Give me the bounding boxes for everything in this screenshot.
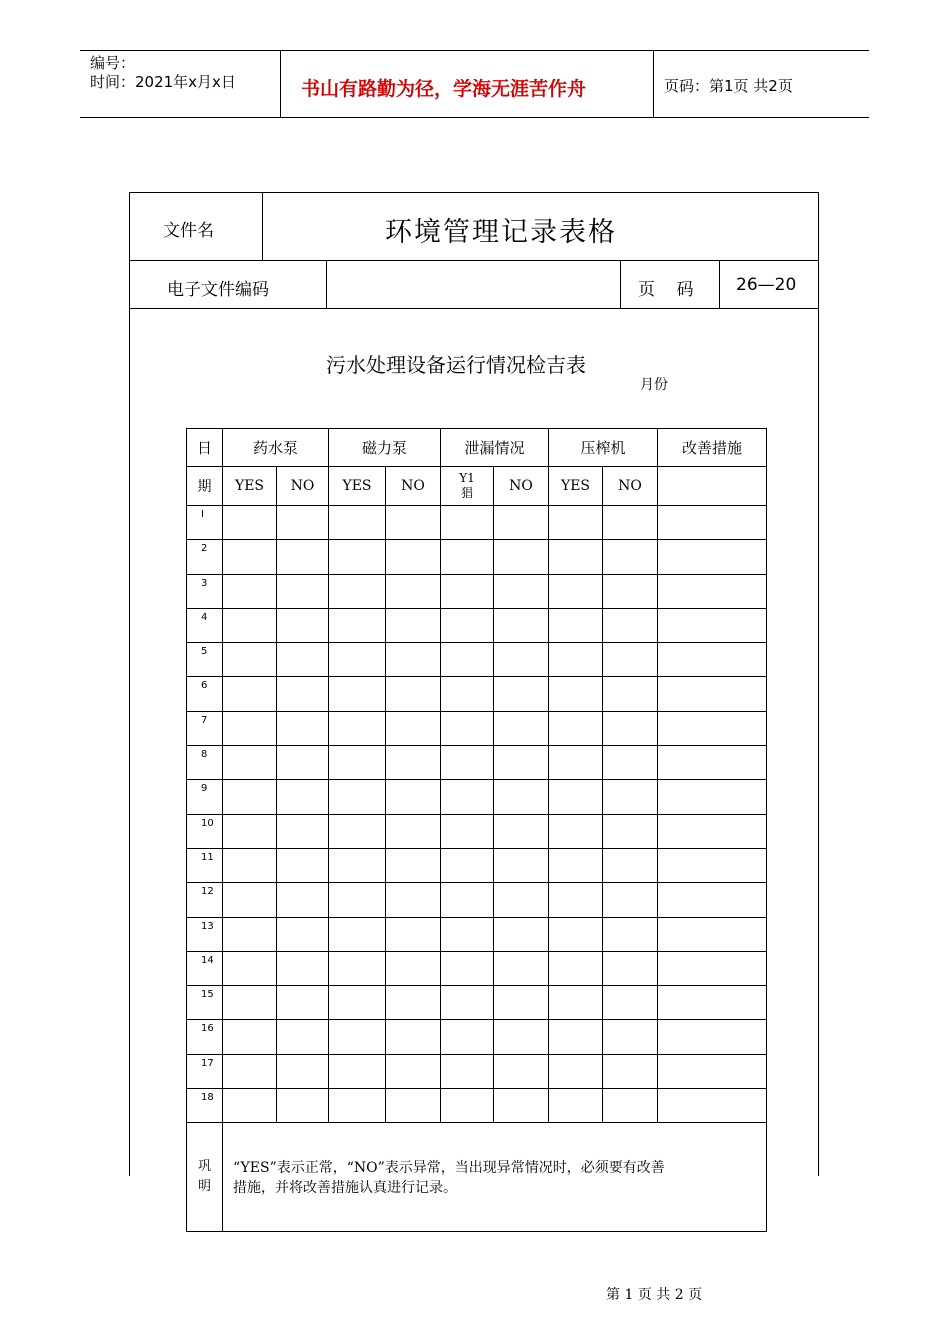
entry-cell[interactable] [603,780,658,814]
entry-cell[interactable] [603,951,658,985]
entry-cell[interactable] [658,1020,767,1054]
frame-right [818,192,819,1176]
entry-cell[interactable] [277,986,329,1020]
day-number: 12 [187,883,223,917]
header-divider [653,50,654,117]
day-number: 13 [187,917,223,951]
entry-cell[interactable] [494,677,549,711]
subheader-cell: NO [494,467,549,506]
table-row [187,574,767,608]
entry-cell[interactable] [329,1020,386,1054]
entry-cell[interactable] [658,1089,767,1123]
entry-cell[interactable] [603,814,658,848]
table-row [187,608,767,642]
entry-cell[interactable] [549,608,603,642]
entry-cell[interactable] [603,643,658,677]
entry-cell[interactable] [441,951,494,985]
entry-cell[interactable] [386,1020,441,1054]
entry-cell[interactable] [494,746,549,780]
entry-cell[interactable] [441,883,494,917]
entry-cell[interactable] [549,986,603,1020]
entry-cell[interactable] [329,848,386,882]
page-footer: 第 1 页 共 2 页 [606,1287,703,1303]
entry-cell[interactable] [494,574,549,608]
subheader-cell [658,467,767,506]
entry-cell[interactable] [277,506,329,540]
entry-cell[interactable] [277,643,329,677]
table-row [187,814,767,848]
entry-cell[interactable] [494,917,549,951]
entry-cell[interactable] [386,883,441,917]
day-number: 3 [187,574,223,608]
table-row [187,848,767,882]
entry-cell[interactable] [277,711,329,745]
entry-cell[interactable] [658,986,767,1020]
entry-cell[interactable] [549,883,603,917]
entry-cell[interactable] [603,986,658,1020]
entry-cell[interactable] [549,677,603,711]
note-line-1: “YES”表示正常，“NO”表示异常，当出现异常情况时，必须要有改善 [233,1160,665,1177]
filename-label: 文件名 [163,221,214,241]
entry-cell[interactable] [549,540,603,574]
entry-cell[interactable] [386,1089,441,1123]
table-row [187,506,767,540]
day-number: 10 [187,814,223,848]
page-label: 页 码 [638,280,694,300]
document-title: 环境管理记录表格 [385,217,617,248]
efile-code-label: 电子文件编码 [167,280,269,300]
entry-cell[interactable] [277,1054,329,1088]
entry-cell[interactable] [441,677,494,711]
entry-cell[interactable] [658,746,767,780]
entry-cell[interactable] [549,746,603,780]
entry-cell[interactable] [603,711,658,745]
entry-cell[interactable] [494,780,549,814]
entry-cell[interactable] [329,1054,386,1088]
col-day-header-bottom: 期 [187,467,223,506]
entry-cell[interactable] [329,951,386,985]
entry-cell[interactable] [603,1054,658,1088]
entry-cell[interactable] [223,1020,277,1054]
entry-cell[interactable] [494,643,549,677]
entry-cell[interactable] [549,643,603,677]
entry-cell[interactable] [329,986,386,1020]
entry-cell[interactable] [549,1054,603,1088]
entry-cell[interactable] [441,1089,494,1123]
entry-cell[interactable] [658,711,767,745]
entry-cell[interactable] [603,574,658,608]
day-number: 17 [187,1054,223,1088]
table-row [187,711,767,745]
frame-cell-divider [620,260,621,308]
entry-cell[interactable] [223,1089,277,1123]
entry-cell[interactable] [329,677,386,711]
entry-cell[interactable] [441,540,494,574]
entry-cell[interactable] [277,917,329,951]
day-number: 15 [187,986,223,1020]
entry-cell[interactable] [549,1020,603,1054]
entry-cell[interactable] [494,608,549,642]
entry-cell[interactable] [494,883,549,917]
entry-cell[interactable] [386,780,441,814]
entry-cell[interactable] [223,780,277,814]
entry-cell[interactable] [494,1020,549,1054]
entry-cell[interactable] [549,814,603,848]
entry-cell[interactable] [223,540,277,574]
day-number: 9 [187,780,223,814]
entry-cell[interactable] [386,608,441,642]
subheader-cell: NO [277,467,329,506]
entry-cell[interactable] [223,917,277,951]
entry-cell[interactable] [441,917,494,951]
frame-cell-divider [262,192,263,260]
note-line-2: 措施，并将改善措施认真进行记录。 [233,1180,457,1197]
entry-cell[interactable] [277,540,329,574]
table-row [187,780,767,814]
entry-cell[interactable] [441,1054,494,1088]
entry-cell[interactable] [386,574,441,608]
doc-number-label: 编号： [90,54,136,72]
entry-cell[interactable] [386,917,441,951]
entry-cell[interactable] [658,848,767,882]
note-text [223,1123,767,1232]
entry-cell[interactable] [223,986,277,1020]
col-day-header-top: 日 [187,429,223,467]
table-row [187,677,767,711]
entry-cell[interactable] [658,814,767,848]
frame-left [129,192,130,1176]
entry-cell[interactable] [549,780,603,814]
entry-cell[interactable] [549,848,603,882]
entry-cell[interactable] [223,677,277,711]
entry-cell[interactable] [329,540,386,574]
entry-cell[interactable] [549,1089,603,1123]
entry-cell[interactable] [494,711,549,745]
table-subheader-row [187,467,767,506]
entry-cell[interactable] [441,986,494,1020]
entry-cell[interactable] [386,746,441,780]
entry-cell[interactable] [441,506,494,540]
header-divider [280,50,281,117]
day-number: 11 [187,848,223,882]
entry-cell[interactable] [277,883,329,917]
entry-cell[interactable] [603,608,658,642]
entry-cell[interactable] [329,1089,386,1123]
entry-cell[interactable] [277,814,329,848]
entry-cell[interactable] [223,711,277,745]
day-number: 7 [187,711,223,745]
subheader-cell: NO [386,467,441,506]
entry-cell[interactable] [277,1020,329,1054]
entry-cell[interactable] [277,780,329,814]
table-header-row [187,429,767,467]
header-bottom-rule [80,117,869,118]
entry-cell[interactable] [494,848,549,882]
entry-cell[interactable] [223,848,277,882]
header-page-info: 页码：第1页 共2页 [664,77,793,95]
doc-date-label: 时间：2021年x月x日 [90,73,236,91]
table-row [187,917,767,951]
group-header-mag-pump: 磁力泵 [329,429,441,467]
table-row [187,540,767,574]
entry-cell[interactable] [549,917,603,951]
frame-top [129,192,819,193]
frame-row-divider [129,260,819,261]
entry-cell[interactable] [658,540,767,574]
entry-cell[interactable] [549,951,603,985]
day-number: 2 [187,540,223,574]
frame-cell-divider [719,260,720,308]
table-row [187,986,767,1020]
entry-cell[interactable] [549,574,603,608]
entry-cell[interactable] [441,643,494,677]
day-number: 5 [187,643,223,677]
day-number: I [187,506,223,540]
entry-cell[interactable] [223,608,277,642]
entry-cell[interactable] [386,951,441,985]
entry-cell[interactable] [658,780,767,814]
entry-cell[interactable] [386,506,441,540]
entry-cell[interactable] [658,677,767,711]
entry-cell[interactable] [494,986,549,1020]
table-row [187,1054,767,1088]
entry-cell[interactable] [329,574,386,608]
entry-cell[interactable] [494,1089,549,1123]
day-number: 16 [187,1020,223,1054]
entry-cell[interactable] [329,883,386,917]
entry-cell[interactable] [441,608,494,642]
entry-cell[interactable] [658,608,767,642]
entry-cell[interactable] [658,506,767,540]
entry-cell[interactable] [223,951,277,985]
entry-cell[interactable] [441,711,494,745]
entry-cell[interactable] [494,506,549,540]
header-motto: 书山有路勤为径，学海无涯苦作舟 [301,78,587,100]
entry-cell[interactable] [603,883,658,917]
day-number: 6 [187,677,223,711]
entry-cell[interactable] [386,848,441,882]
entry-cell[interactable] [386,540,441,574]
form-title: 污水处理设备运行情况检吉表 [326,353,586,377]
entry-cell[interactable] [494,540,549,574]
day-number: 18 [187,1089,223,1123]
entry-cell[interactable] [386,643,441,677]
entry-cell[interactable] [277,608,329,642]
inspection-table [186,428,767,1232]
subheader-cell: Y1 猖 [441,467,494,506]
entry-cell[interactable] [223,883,277,917]
entry-cell[interactable] [329,608,386,642]
entry-cell[interactable] [658,917,767,951]
entry-cell[interactable] [494,1054,549,1088]
table-row [187,883,767,917]
entry-cell[interactable] [494,814,549,848]
entry-cell[interactable] [603,746,658,780]
day-number: 14 [187,951,223,985]
entry-cell[interactable] [277,746,329,780]
entry-cell[interactable] [277,574,329,608]
day-number: 8 [187,746,223,780]
entry-cell[interactable] [223,574,277,608]
entry-cell[interactable] [386,814,441,848]
entry-cell[interactable] [329,506,386,540]
entry-cell[interactable] [386,677,441,711]
entry-cell[interactable] [441,848,494,882]
entry-cell[interactable] [549,506,603,540]
entry-cell[interactable] [494,951,549,985]
entry-cell[interactable] [603,540,658,574]
entry-cell[interactable] [329,643,386,677]
entry-cell[interactable] [603,677,658,711]
note-row [187,1123,767,1232]
entry-cell[interactable] [441,780,494,814]
subheader-cell: NO [603,467,658,506]
entry-cell[interactable] [658,643,767,677]
entry-cell[interactable] [441,746,494,780]
entry-cell[interactable] [658,1054,767,1088]
entry-cell[interactable] [223,814,277,848]
subheader-cell: YES [223,467,277,506]
table-row [187,1020,767,1054]
table-row [187,643,767,677]
table-row [187,951,767,985]
entry-cell[interactable] [386,1054,441,1088]
entry-cell[interactable] [441,574,494,608]
group-header-press: 压榨机 [549,429,658,467]
entry-cell[interactable] [441,814,494,848]
entry-cell[interactable] [603,848,658,882]
entry-cell[interactable] [329,917,386,951]
page-value: 26—20 [736,275,797,295]
entry-cell[interactable] [441,1020,494,1054]
frame-cell-divider [326,260,327,308]
entry-cell[interactable] [603,917,658,951]
entry-cell[interactable] [277,1089,329,1123]
entry-cell[interactable] [603,1089,658,1123]
entry-cell[interactable] [658,574,767,608]
note-label: 巩 明 [187,1123,223,1232]
entry-cell[interactable] [386,986,441,1020]
entry-cell[interactable] [549,711,603,745]
subheader-cell: YES [549,467,603,506]
table-row [187,746,767,780]
subheader-cell: YES [329,467,386,506]
table-body [187,506,767,1123]
entry-cell[interactable] [329,780,386,814]
frame-row-divider [129,308,819,309]
header-top-rule [80,50,869,51]
group-header-leakage: 泄漏情况 [441,429,549,467]
entry-cell[interactable] [329,711,386,745]
group-header-chem-pump: 药水泵 [223,429,329,467]
entry-cell[interactable] [329,814,386,848]
entry-cell[interactable] [658,951,767,985]
entry-cell[interactable] [223,643,277,677]
entry-cell[interactable] [386,711,441,745]
entry-cell[interactable] [223,746,277,780]
group-header-improvement: 改善措施 [658,429,767,467]
month-label: 月份 [640,377,668,393]
entry-cell[interactable] [277,677,329,711]
entry-cell[interactable] [223,506,277,540]
entry-cell[interactable] [277,848,329,882]
day-number: 4 [187,608,223,642]
entry-cell[interactable] [658,883,767,917]
entry-cell[interactable] [223,1054,277,1088]
table-row [187,1089,767,1123]
entry-cell[interactable] [277,951,329,985]
entry-cell[interactable] [603,1020,658,1054]
entry-cell[interactable] [329,746,386,780]
entry-cell[interactable] [603,506,658,540]
